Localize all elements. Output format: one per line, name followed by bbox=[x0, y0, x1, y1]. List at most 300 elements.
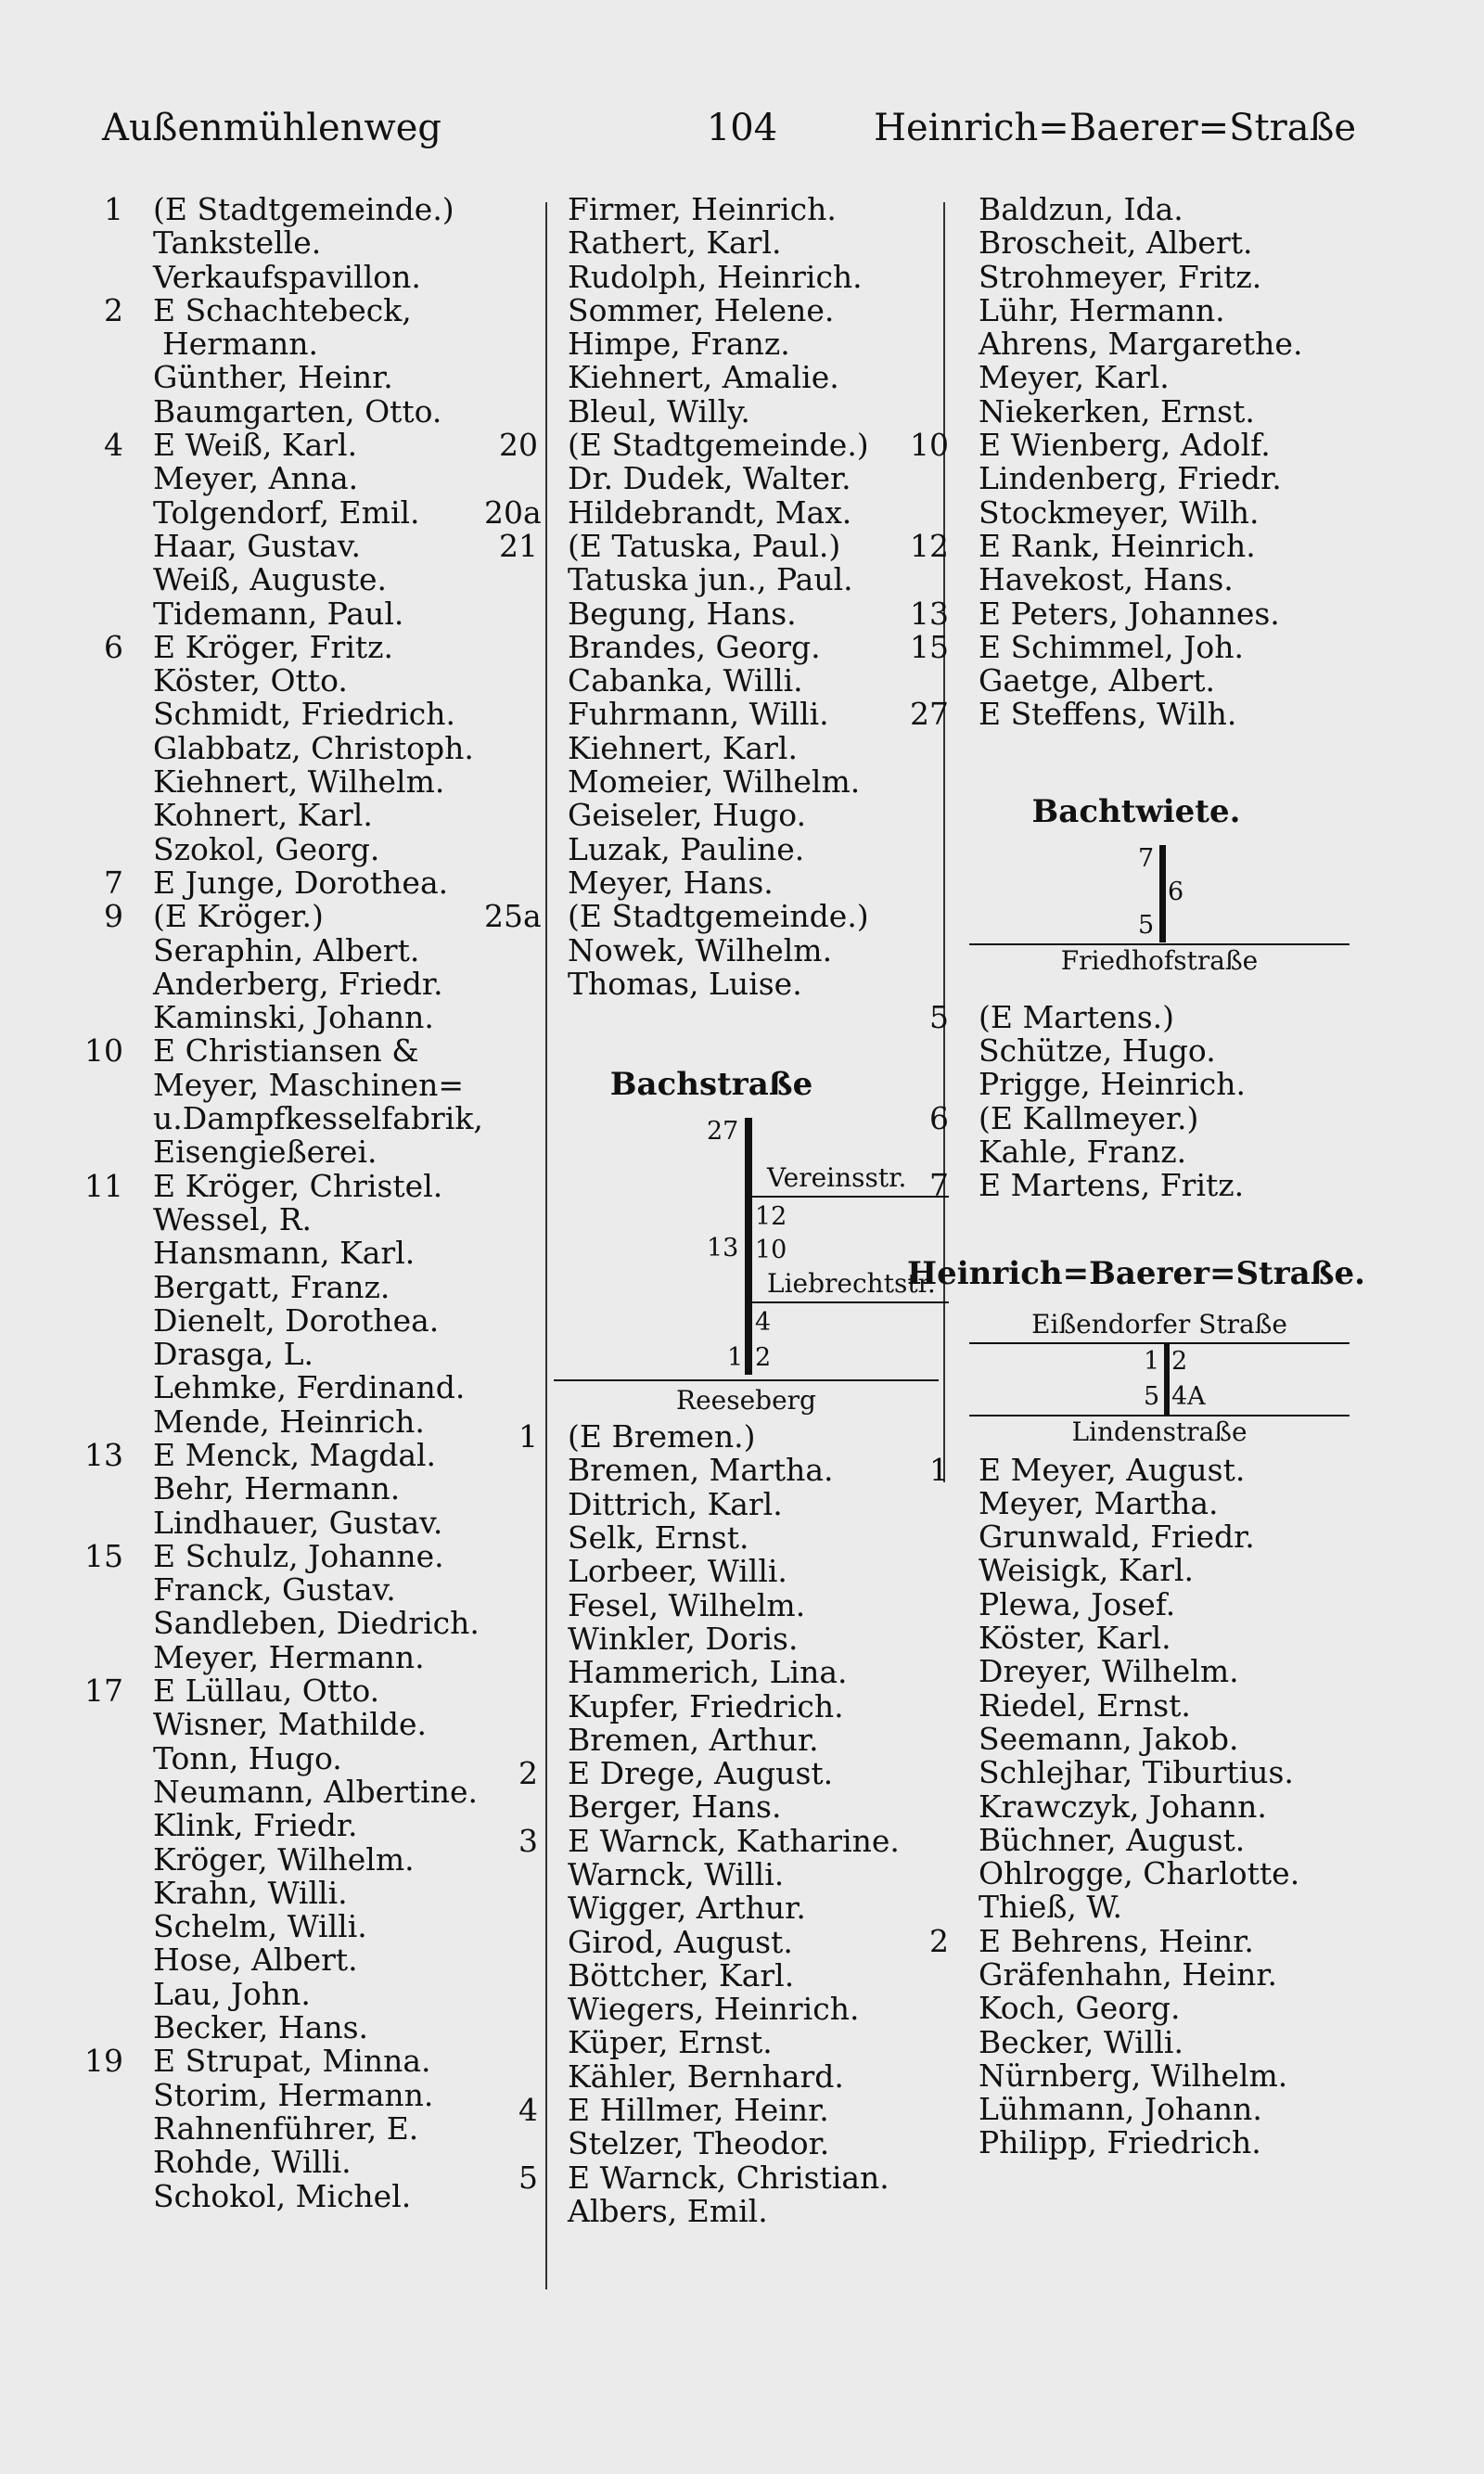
resident-name: Hammerich, Lina. bbox=[568, 1654, 848, 1691]
cross-street-name: Liebrechtstr. bbox=[767, 1268, 936, 1300]
entry-list bbox=[484, 1420, 939, 2228]
resident-name: Hildebrandt, Max. bbox=[568, 494, 852, 531]
directory-entry bbox=[895, 1484, 1377, 1521]
house-number: 13 bbox=[910, 595, 949, 632]
directory-entry bbox=[895, 998, 1377, 1035]
resident-name: Lindhauer, Gustav. bbox=[153, 1504, 443, 1541]
directory-entry bbox=[70, 361, 538, 394]
resident-name: Becker, Hans. bbox=[153, 2009, 369, 2046]
directory-entry bbox=[70, 965, 538, 1002]
resident-name: Wessel, R. bbox=[153, 1200, 313, 1237]
directory-entry bbox=[895, 2093, 1377, 2126]
resident-name: Dienelt, Dorothea. bbox=[153, 1301, 440, 1339]
resident-name: Plewa, Josef. bbox=[979, 1585, 1176, 1622]
resident-name: Ahrens, Margarethe. bbox=[979, 326, 1303, 363]
directory-entry bbox=[70, 1607, 538, 1640]
resident-name: Grunwald, Friedr. bbox=[979, 1519, 1255, 1556]
directory-entry bbox=[484, 1555, 939, 1588]
resident-name: (E Martens.) bbox=[979, 998, 1175, 1035]
resident-name: Anderberg, Friedr. bbox=[153, 965, 443, 1002]
street-map-bachtwiete bbox=[895, 845, 1377, 975]
resident-name: Prigge, Heinrich. bbox=[979, 1066, 1246, 1103]
resident-name: Strohmeyer, Fritz. bbox=[979, 258, 1262, 295]
directory-entry bbox=[70, 1167, 538, 1204]
directory-entry bbox=[484, 1521, 939, 1555]
resident-name: Ohlrogge, Charlotte. bbox=[979, 1855, 1300, 1892]
house-number: 7 bbox=[929, 1167, 949, 1204]
resident-name: Kiehnert, Karl. bbox=[568, 729, 798, 766]
directory-entry bbox=[895, 1622, 1377, 1655]
resident-name: Schmidt, Friedrich. bbox=[153, 696, 455, 733]
resident-name: Hose, Albert. bbox=[153, 1942, 358, 1979]
directory-entry bbox=[70, 628, 538, 665]
resident-name: E Kröger, Christel. bbox=[153, 1167, 443, 1204]
house-number: 9 bbox=[104, 898, 123, 935]
resident-name: (E Bremen.) bbox=[568, 1418, 756, 1455]
resident-name: Dreyer, Wilhelm. bbox=[979, 1653, 1239, 1690]
directory-entry bbox=[895, 291, 1377, 328]
top-street-line bbox=[969, 1342, 1350, 1344]
resident-name: Brandes, Georg. bbox=[568, 628, 821, 665]
directory-entry bbox=[895, 1821, 1377, 1858]
directory-entry bbox=[70, 597, 538, 631]
directory-entry bbox=[895, 429, 1377, 462]
directory-entry bbox=[484, 765, 939, 799]
resident-name: Rahnenführer, E. bbox=[153, 2109, 419, 2147]
directory-entry bbox=[895, 1068, 1377, 1101]
resident-name: Broscheit, Albert. bbox=[979, 224, 1253, 262]
resident-name: Neumann, Albertine. bbox=[153, 1773, 479, 1810]
directory-entry bbox=[70, 729, 538, 766]
house-number: 19 bbox=[84, 2043, 123, 2080]
directory-entry bbox=[70, 1809, 538, 1842]
resident-name: Fesel, Wilhelm. bbox=[568, 1586, 806, 1623]
entry-list bbox=[895, 998, 1377, 1204]
house-number: 1 bbox=[1144, 1346, 1160, 1376]
directory-entry bbox=[70, 1034, 538, 1068]
resident-name: Nürnberg, Wilhelm. bbox=[979, 2057, 1288, 2094]
entry-list bbox=[70, 191, 542, 2214]
resident-name: Böttcher, Karl. bbox=[568, 1956, 795, 1993]
resident-name: Rudolph, Heinrich. bbox=[568, 258, 863, 295]
page-number: 104 bbox=[706, 107, 778, 149]
house-number: 5 bbox=[1144, 1381, 1160, 1411]
resident-name: Bremen, Arthur. bbox=[568, 1721, 819, 1758]
directory-entry bbox=[484, 1891, 939, 1925]
resident-name: Sommer, Helene. bbox=[568, 291, 835, 328]
directory-entry bbox=[70, 698, 538, 731]
house-number: 2 bbox=[929, 1922, 949, 1959]
resident-name: Franck, Gustav. bbox=[153, 1571, 396, 1609]
resident-name: Kahle, Franz. bbox=[979, 1133, 1187, 1170]
resident-name: Meyer, Maschinen= bbox=[153, 1066, 464, 1103]
resident-name: Nowek, Wilhelm. bbox=[568, 931, 833, 968]
resident-name: Thomas, Luise. bbox=[568, 965, 802, 1002]
resident-name: Sandleben, Diedrich. bbox=[153, 1605, 480, 1642]
house-number: 4A bbox=[1171, 1381, 1206, 1411]
directory-entry bbox=[70, 1338, 538, 1371]
directory-entry bbox=[895, 1655, 1377, 1688]
resident-name: E Rank, Heinrich. bbox=[979, 527, 1256, 564]
resident-name: Schütze, Hugo. bbox=[979, 1032, 1216, 1070]
directory-entry bbox=[484, 1656, 939, 1689]
directory-entry bbox=[70, 1200, 538, 1237]
resident-name: Koch, Georg. bbox=[979, 1990, 1181, 2027]
directory-entry bbox=[895, 496, 1377, 530]
resident-name: Krahn, Willi. bbox=[153, 1874, 348, 1911]
directory-entry bbox=[895, 226, 1377, 260]
directory-entry bbox=[70, 1573, 538, 1607]
house-number: 4 bbox=[518, 2092, 538, 2129]
directory-entry bbox=[484, 2161, 939, 2195]
resident-name: Kupfer, Friedrich. bbox=[568, 1687, 844, 1724]
resident-name: Wiegers, Heinrich. bbox=[568, 1991, 860, 2028]
header-street-from: Außenmühlenweg bbox=[102, 107, 441, 149]
resident-name: Begung, Hans. bbox=[568, 595, 797, 632]
directory-entry bbox=[895, 462, 1377, 495]
resident-name: Geiseler, Hugo. bbox=[568, 797, 807, 834]
resident-name: Fuhrmann, Willi. bbox=[568, 696, 829, 733]
column-3 bbox=[895, 193, 1377, 2160]
resident-name: Hansmann, Karl. bbox=[153, 1235, 416, 1272]
house-number: 12 bbox=[755, 1202, 787, 1232]
directory-entry bbox=[484, 2127, 939, 2160]
resident-name: Klink, Friedr. bbox=[153, 1807, 358, 1844]
cross-street-name: Vereinsstr. bbox=[767, 1162, 907, 1194]
directory-entry bbox=[484, 1790, 939, 1824]
entry-list bbox=[895, 1451, 1377, 2161]
resident-name: Glabbatz, Christoph. bbox=[153, 729, 474, 766]
directory-entry bbox=[895, 361, 1377, 394]
directory-entry bbox=[895, 1891, 1377, 1924]
directory-entry bbox=[484, 830, 939, 867]
resident-name: Krawczyk, Johann. bbox=[979, 1788, 1267, 1825]
resident-name: Firmer, Heinrich. bbox=[568, 191, 837, 227]
resident-name: Wigger, Arthur. bbox=[568, 1890, 806, 1927]
directory-entry bbox=[895, 664, 1377, 698]
house-number: 5 bbox=[518, 2159, 538, 2196]
resident-name: Küper, Ernst. bbox=[568, 2024, 773, 2061]
resident-name: E Warnck, Katharine. bbox=[568, 1822, 900, 1859]
directory-entry bbox=[895, 563, 1377, 596]
directory-entry bbox=[484, 1485, 939, 1522]
resident-name: (E Kallmeyer.) bbox=[979, 1099, 1199, 1136]
street-map-bachstrasse bbox=[484, 1118, 939, 1420]
house-number: 1 bbox=[104, 191, 123, 227]
resident-name: E Junge, Dorothea. bbox=[153, 864, 449, 901]
directory-entry bbox=[70, 1268, 538, 1305]
resident-name: Tidemann, Paul. bbox=[153, 595, 404, 632]
resident-name: Riedel, Ernst. bbox=[979, 1686, 1191, 1724]
street-map-heinrich-baerer-strasse bbox=[895, 1307, 1377, 1446]
resident-name: E Wienberg, Adolf. bbox=[979, 427, 1271, 464]
directory-entry bbox=[484, 226, 939, 260]
directory-entry bbox=[484, 1822, 939, 1859]
resident-name: Szokol, Georg. bbox=[153, 830, 380, 867]
top-street-name: Eißendorfer Straße bbox=[1031, 1308, 1287, 1340]
resident-name: Thieß, W. bbox=[979, 1889, 1123, 1926]
resident-name: E Martens, Fritz. bbox=[979, 1167, 1245, 1204]
resident-name: Dr. Dudek, Walter. bbox=[568, 460, 851, 497]
resident-name: (E Stadtgemeinde.) bbox=[153, 191, 454, 227]
directory-entry bbox=[484, 900, 939, 933]
directory-entry bbox=[484, 1956, 939, 1993]
resident-name: Cabanka, Willi. bbox=[568, 662, 803, 699]
resident-name: Lau, John. bbox=[153, 1975, 311, 2012]
house-number: 7 bbox=[1138, 843, 1155, 873]
house-number: 3 bbox=[518, 1822, 538, 1859]
resident-name: Schlejhar, Tiburtius. bbox=[979, 1754, 1294, 1791]
resident-name: Philipp, Friedrich. bbox=[979, 2124, 1261, 2161]
resident-name: Günther, Heinr. bbox=[153, 359, 393, 396]
directory-entry bbox=[895, 1135, 1377, 1169]
directory-entry bbox=[484, 1923, 939, 1960]
directory-entry bbox=[484, 361, 939, 394]
house-number: 10 bbox=[84, 1032, 123, 1070]
resident-name: Tolgendorf, Emil. bbox=[153, 494, 420, 531]
resident-name: Kiehnert, Wilhelm. bbox=[153, 763, 445, 801]
base-street-name: Friedhofstraße bbox=[1060, 944, 1259, 976]
directory-entry bbox=[484, 258, 939, 295]
house-number: 20 bbox=[499, 427, 538, 464]
section-title-bachstrasse: Bachstraße bbox=[609, 1066, 813, 1104]
resident-name: Kaminski, Johann. bbox=[153, 999, 434, 1036]
house-number: 25a bbox=[484, 898, 542, 935]
resident-name: Haar, Gustav. bbox=[153, 527, 361, 564]
resident-name: E Schachtebeck, bbox=[153, 291, 412, 328]
directory-entry bbox=[895, 2023, 1377, 2060]
resident-name: Baumgarten, Otto. bbox=[153, 392, 442, 429]
resident-name: Mende, Heinrich. bbox=[153, 1403, 425, 1440]
directory-entry bbox=[484, 291, 939, 328]
directory-entry bbox=[484, 2094, 939, 2127]
directory-entry bbox=[70, 1739, 538, 1776]
resident-name: Rohde, Willi. bbox=[153, 2144, 352, 2181]
directory-entry bbox=[484, 1993, 939, 2026]
house-number: 27 bbox=[707, 1117, 739, 1147]
directory-entry bbox=[70, 429, 538, 462]
street-line bbox=[1164, 1342, 1170, 1415]
directory-entry bbox=[70, 931, 538, 968]
resident-name: Meyer, Hans. bbox=[568, 864, 774, 901]
resident-name: E Behrens, Heinr. bbox=[979, 1922, 1254, 1959]
resident-name: Meyer, Karl. bbox=[979, 359, 1170, 396]
directory-entry bbox=[895, 2059, 1377, 2093]
directory-entry bbox=[70, 527, 538, 564]
resident-name: Büchner, August. bbox=[979, 1821, 1246, 1858]
house-number: 6 bbox=[1168, 877, 1184, 906]
resident-name: Eisengießerei. bbox=[153, 1134, 377, 1171]
directory-entry bbox=[70, 1371, 538, 1404]
directory-entry bbox=[484, 965, 939, 1002]
section-title-bachtwiete: Bachtwiete. bbox=[1031, 792, 1241, 830]
resident-name: (E Stadtgemeinde.) bbox=[568, 427, 869, 464]
directory-entry bbox=[895, 1992, 1377, 2025]
resident-name: Kiehnert, Amalie. bbox=[568, 359, 839, 396]
resident-name: Behr, Hermann. bbox=[153, 1470, 401, 1507]
directory-entry bbox=[484, 1420, 939, 1454]
directory-entry bbox=[484, 799, 939, 832]
house-number: 1 bbox=[727, 1343, 744, 1373]
directory-entry bbox=[70, 327, 538, 361]
resident-name: Dittrich, Karl. bbox=[568, 1485, 783, 1522]
resident-name: Stelzer, Theodor. bbox=[568, 2125, 830, 2162]
directory-entry bbox=[484, 462, 939, 495]
street-line bbox=[1159, 845, 1166, 942]
resident-name: Winkler, Doris. bbox=[568, 1620, 799, 1657]
resident-name: E Schulz, Johanne. bbox=[153, 1537, 444, 1574]
resident-name: Kähler, Bernhard. bbox=[568, 2057, 844, 2095]
directory-entry bbox=[70, 1472, 538, 1506]
resident-name: E Weiß, Karl. bbox=[153, 427, 358, 464]
house-number: 15 bbox=[84, 1537, 123, 1574]
directory-entry bbox=[70, 2045, 538, 2078]
directory-entry bbox=[70, 1708, 538, 1741]
directory-entry bbox=[895, 327, 1377, 361]
directory-entry bbox=[70, 1102, 538, 1135]
directory-entry bbox=[70, 258, 538, 295]
resident-name: Köster, Karl. bbox=[979, 1620, 1171, 1657]
column-1 bbox=[70, 191, 542, 2214]
column-2 bbox=[484, 193, 939, 2228]
directory-entry bbox=[70, 1840, 538, 1878]
directory-entry bbox=[895, 597, 1377, 631]
resident-name: E Drege, August. bbox=[568, 1755, 834, 1792]
directory-entry bbox=[70, 2146, 538, 2179]
directory-entry bbox=[895, 1790, 1377, 1824]
street-line bbox=[745, 1118, 752, 1375]
resident-name: Baldzun, Ida. bbox=[979, 191, 1183, 227]
resident-name: (E Stadtgemeinde.) bbox=[568, 898, 869, 935]
directory-entry bbox=[895, 1720, 1377, 1757]
directory-entry bbox=[70, 1001, 538, 1034]
directory-entry bbox=[484, 1586, 939, 1623]
directory-entry bbox=[484, 496, 939, 530]
resident-name: E Schimmel, Joh. bbox=[979, 628, 1244, 665]
directory-entry bbox=[70, 1775, 538, 1809]
directory-entry bbox=[895, 392, 1377, 429]
resident-name: Tonn, Hugo. bbox=[153, 1739, 342, 1776]
resident-name: E Warnck, Christian. bbox=[568, 2159, 889, 2196]
directory-entry bbox=[895, 2126, 1377, 2160]
directory-entry bbox=[484, 698, 939, 731]
directory-entry bbox=[70, 291, 538, 328]
resident-name: Selk, Ernst. bbox=[568, 1519, 749, 1557]
resident-name: Havekost, Hans. bbox=[979, 561, 1234, 598]
resident-name: Niekerken, Ernst. bbox=[979, 392, 1255, 429]
directory-entry bbox=[484, 1855, 939, 1892]
directory-entry bbox=[70, 1237, 538, 1270]
house-number: 12 bbox=[910, 527, 949, 564]
resident-name: Becker, Willi. bbox=[979, 2023, 1183, 2060]
house-number: 13 bbox=[84, 1436, 123, 1473]
house-number: 11 bbox=[84, 1167, 123, 1204]
directory-entry bbox=[484, 527, 939, 564]
resident-name: Lühr, Hermann. bbox=[979, 291, 1225, 328]
house-number: 1 bbox=[929, 1451, 949, 1488]
directory-entry bbox=[70, 1975, 538, 2012]
directory-entry bbox=[895, 1169, 1377, 1202]
directory-entry bbox=[484, 2057, 939, 2095]
directory-entry bbox=[895, 1034, 1377, 1068]
house-number: 2 bbox=[755, 1343, 772, 1373]
directory-entry bbox=[70, 392, 538, 429]
resident-name: Himpe, Franz. bbox=[568, 326, 790, 363]
house-number: 21 bbox=[499, 527, 538, 564]
resident-name: Tankstelle. bbox=[153, 224, 322, 262]
resident-name: Albers, Emil. bbox=[568, 2192, 768, 2229]
resident-name: E Hillmer, Heinr. bbox=[568, 2092, 829, 2129]
directory-entry bbox=[70, 193, 538, 226]
house-number: 4 bbox=[104, 427, 123, 464]
resident-name: Kröger, Wilhelm. bbox=[153, 1840, 415, 1878]
directory-entry bbox=[484, 2026, 939, 2059]
resident-name: Momeier, Wilhelm. bbox=[568, 763, 861, 801]
house-number: 6 bbox=[104, 628, 123, 665]
resident-name: Schokol, Michel. bbox=[153, 2177, 412, 2214]
base-street-line bbox=[554, 1379, 939, 1381]
directory-entry bbox=[484, 729, 939, 766]
entry-list bbox=[484, 193, 939, 1001]
directory-entry bbox=[70, 2076, 538, 2113]
header-street-to: Heinrich=Baerer=Straße bbox=[874, 107, 1356, 149]
resident-name: Gaetge, Albert. bbox=[979, 662, 1216, 699]
directory-entry bbox=[484, 664, 939, 698]
directory-entry bbox=[70, 1135, 538, 1169]
directory-entry bbox=[484, 2192, 939, 2229]
directory-entry bbox=[70, 563, 538, 596]
directory-entry bbox=[484, 1687, 939, 1724]
base-street-name: Reeseberg bbox=[676, 1385, 816, 1416]
resident-name: E Peters, Johannes. bbox=[979, 595, 1280, 632]
house-number: 7 bbox=[104, 864, 123, 901]
directory-entry bbox=[70, 1506, 538, 1540]
directory-entry bbox=[895, 527, 1377, 564]
resident-name: Weiß, Auguste. bbox=[153, 561, 388, 598]
resident-name: Kohnert, Karl. bbox=[153, 797, 373, 834]
house-number: 15 bbox=[910, 628, 949, 665]
directory-entry bbox=[484, 193, 939, 226]
resident-name: Verkaufspavillon. bbox=[153, 258, 421, 295]
resident-name: Lorbeer, Willi. bbox=[568, 1553, 787, 1590]
resident-name: Schelm, Willi. bbox=[153, 1908, 367, 1945]
resident-name: Rathert, Karl. bbox=[568, 224, 782, 262]
directory-entry bbox=[484, 1454, 939, 1487]
base-street-name: Lindenstraße bbox=[1071, 1416, 1247, 1447]
directory-entry bbox=[70, 1943, 538, 1977]
house-number: 10 bbox=[910, 427, 949, 464]
directory-entry bbox=[484, 931, 939, 968]
house-number: 10 bbox=[755, 1236, 787, 1265]
directory-entry bbox=[895, 1554, 1377, 1587]
directory-entry bbox=[484, 628, 939, 665]
resident-name: E Kröger, Fritz. bbox=[153, 628, 394, 665]
resident-name: Bergatt, Franz. bbox=[153, 1268, 390, 1305]
directory-entry bbox=[70, 799, 538, 832]
directory-entry bbox=[895, 1520, 1377, 1554]
directory-entry bbox=[895, 1922, 1377, 1959]
directory-entry bbox=[70, 494, 542, 531]
directory-entry bbox=[895, 628, 1377, 665]
resident-name: Drasga, L. bbox=[153, 1336, 314, 1373]
house-number: 1 bbox=[518, 1418, 538, 1455]
directory-entry bbox=[895, 698, 1377, 731]
resident-name: Bleul, Willy. bbox=[568, 392, 750, 429]
entry-list bbox=[895, 193, 1377, 732]
resident-name: Luzak, Pauline. bbox=[568, 830, 805, 867]
directory-entry bbox=[70, 2109, 538, 2147]
resident-name: E Lüllau, Otto. bbox=[153, 1673, 380, 1710]
